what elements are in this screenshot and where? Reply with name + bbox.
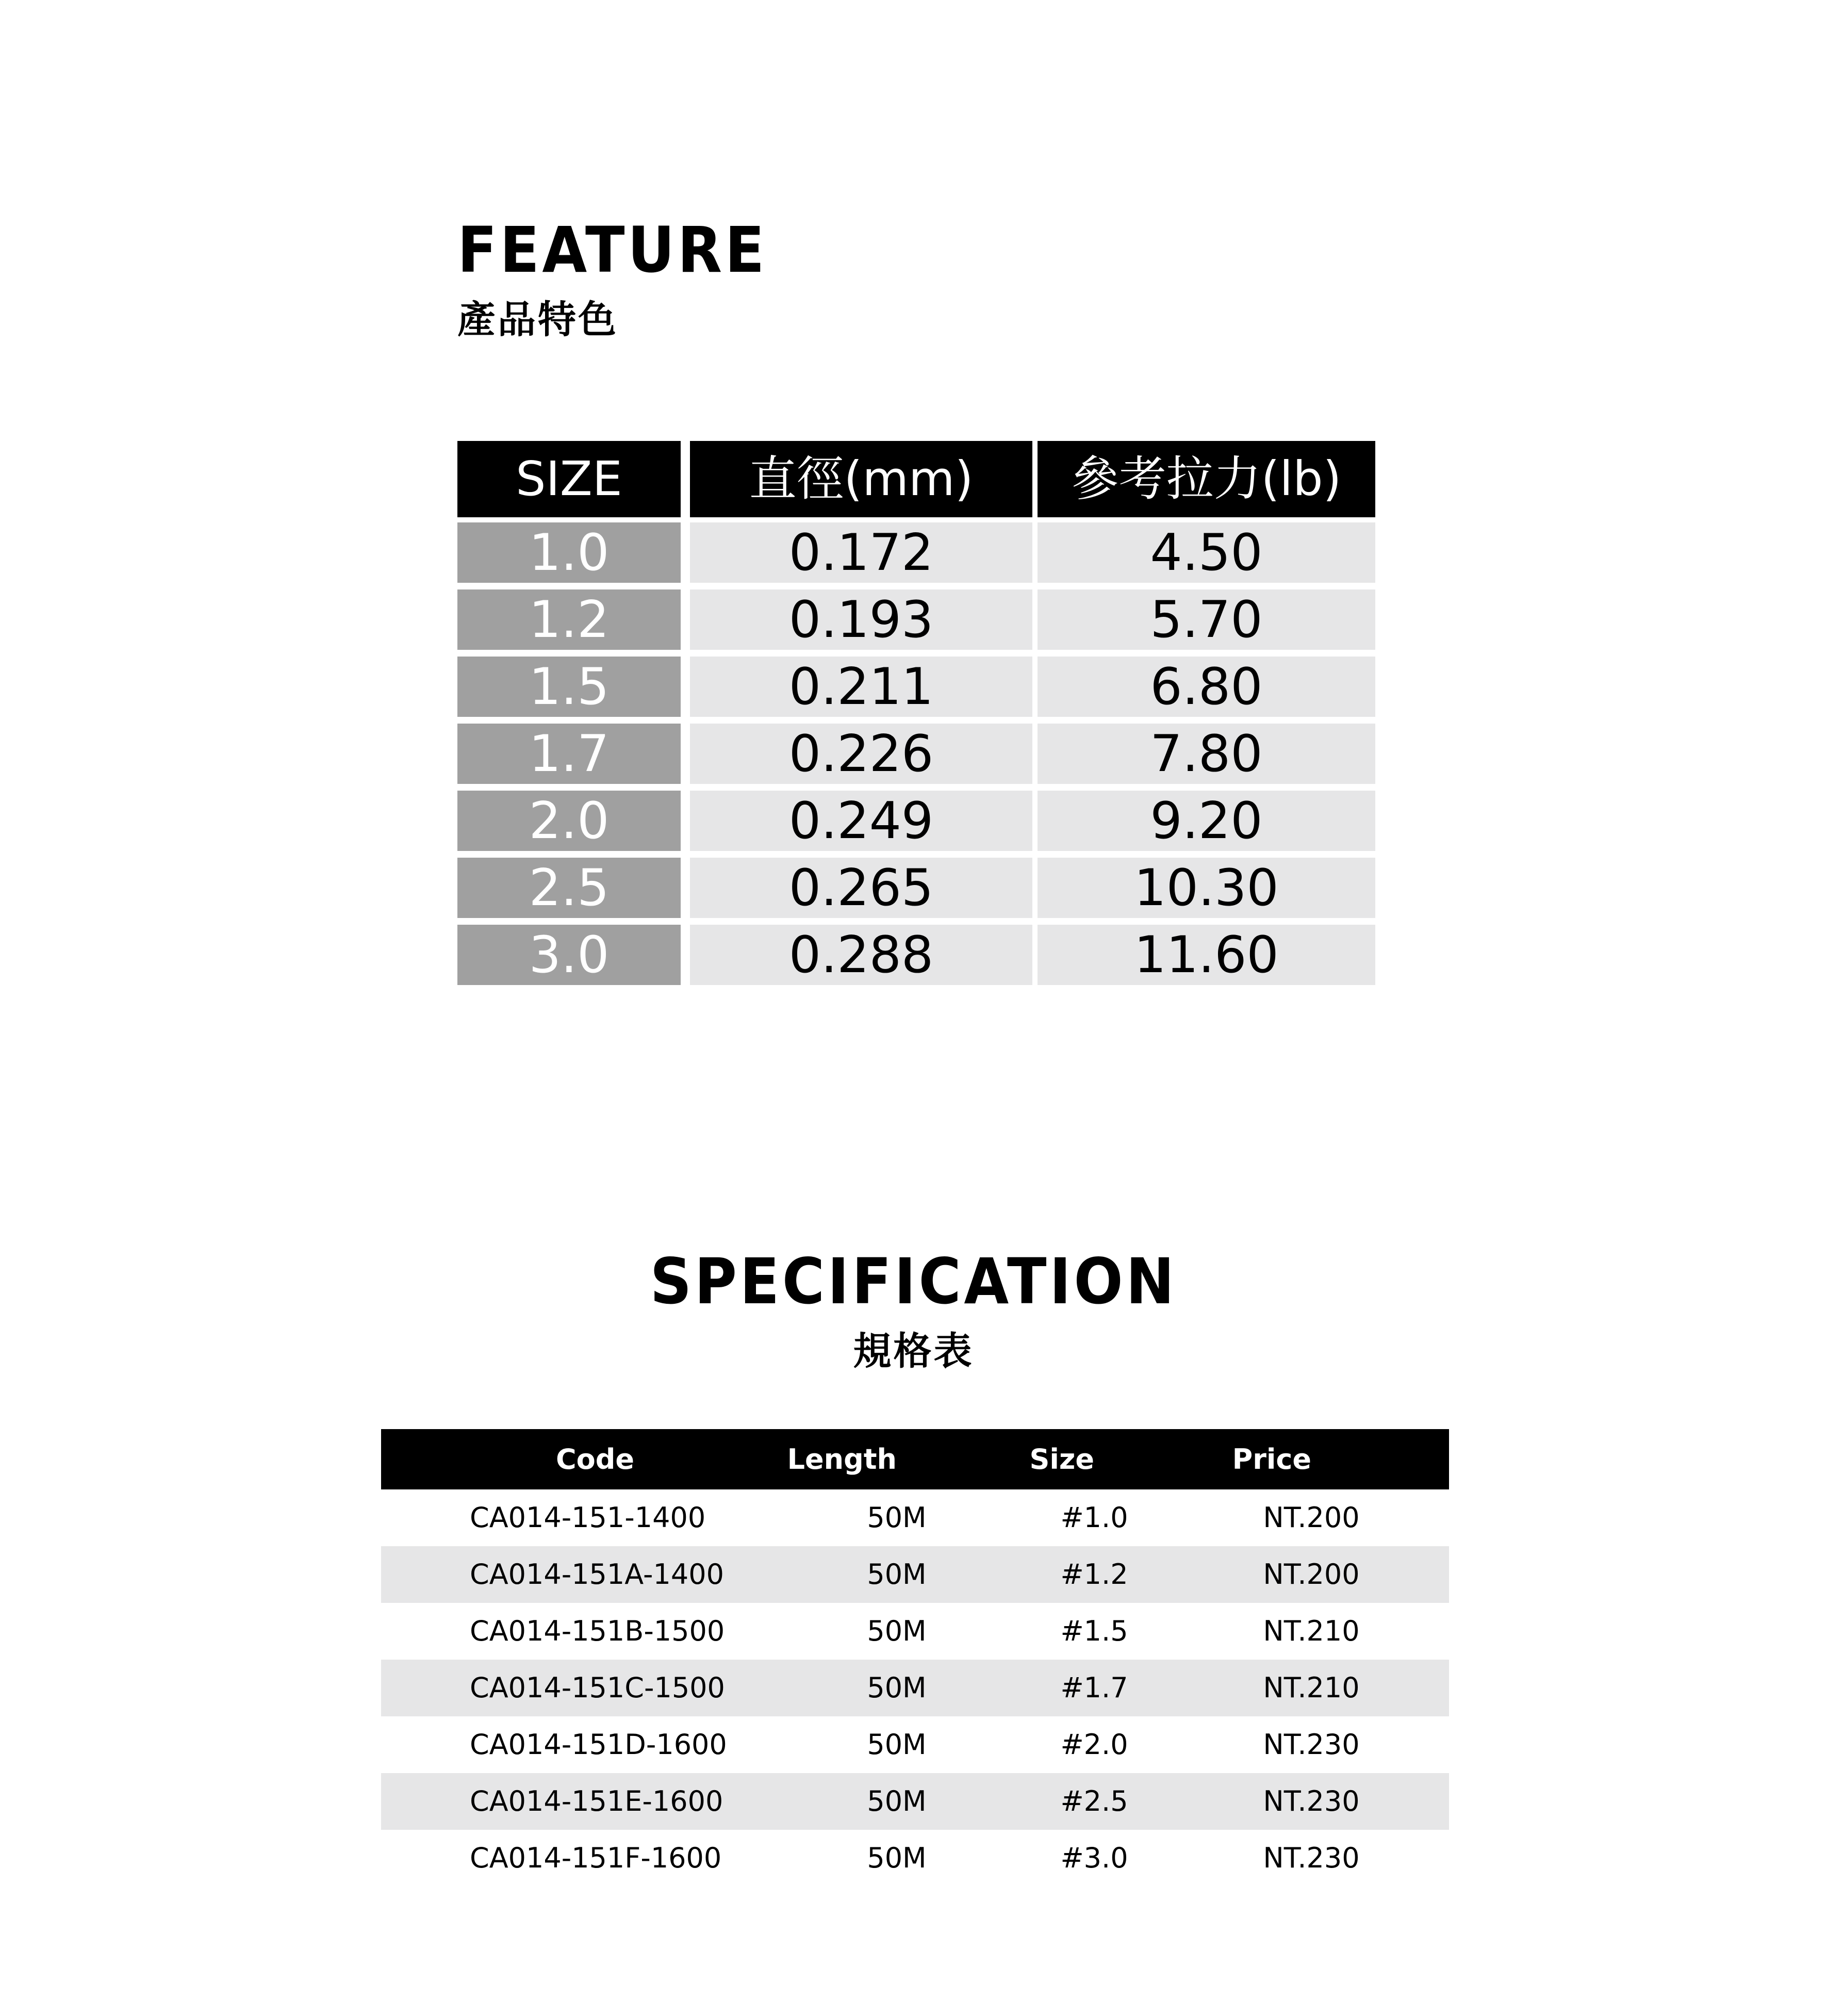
diameter-cell: 0.249: [690, 791, 1032, 851]
strength-cell: 7.80: [1038, 724, 1375, 784]
specification-subtitle: 規格表: [853, 1329, 974, 1373]
header-size: SIZE: [457, 441, 681, 517]
size-cell: 1.7: [457, 724, 681, 784]
code-cell: CA014-151E-1600: [470, 1785, 723, 1817]
strength-cell: 11.60: [1038, 925, 1375, 985]
size-text: #1.2: [1060, 1558, 1128, 1591]
strength-cell: 5.70: [1038, 589, 1375, 650]
diameter-cell: 0.211: [690, 657, 1032, 717]
length-text: 50M: [867, 1671, 927, 1704]
header-size-text: Size: [1029, 1443, 1094, 1476]
price-text: NT.210: [1263, 1615, 1360, 1647]
code-cell: CA014-151F-1600: [470, 1842, 722, 1874]
strength-cell: 9.20: [1038, 791, 1375, 851]
specification-table-header: [381, 1429, 1449, 1489]
length-text: 50M: [867, 1501, 927, 1534]
length-text: 50M: [867, 1558, 927, 1591]
size-cell: 1.0: [457, 522, 681, 583]
strength-cell: 10.30: [1038, 858, 1375, 918]
header-price-text: Price: [1232, 1443, 1312, 1476]
table-row: [381, 1716, 1449, 1773]
diameter-cell: 0.226: [690, 724, 1032, 784]
size-cell: 3.0: [457, 925, 681, 985]
price-text: NT.230: [1263, 1728, 1360, 1761]
header-length-text: Length: [787, 1443, 897, 1476]
length-text: 50M: [867, 1728, 927, 1761]
header-code: Code: [555, 1443, 634, 1476]
size-text: #3.0: [1060, 1842, 1128, 1874]
table-row: [381, 1489, 1449, 1546]
price-text: NT.200: [1263, 1558, 1360, 1591]
code-cell: CA014-151B-1500: [470, 1615, 725, 1647]
length-text: 50M: [867, 1615, 927, 1647]
code-cell: CA014-151C-1500: [470, 1671, 725, 1704]
table-row: [381, 1603, 1449, 1660]
code-cell: CA014-151A-1400: [470, 1558, 724, 1591]
size-text: #1.5: [1060, 1615, 1128, 1647]
length-text: 50M: [867, 1785, 927, 1817]
price-text: NT.230: [1263, 1785, 1360, 1817]
diameter-cell: 0.265: [690, 858, 1032, 918]
size-cell: 1.5: [457, 657, 681, 717]
size-cell: 2.0: [457, 791, 681, 851]
code-cell: CA014-151-1400: [470, 1501, 706, 1534]
diameter-cell: 0.193: [690, 589, 1032, 650]
price-text: NT.200: [1263, 1501, 1360, 1534]
table-row: [381, 1773, 1449, 1830]
specification-title-text: SPECIFICATION: [650, 1245, 1177, 1318]
feature-subtitle: 產品特色: [457, 298, 618, 342]
size-text: #1.0: [1060, 1501, 1128, 1534]
diameter-cell: 0.288: [690, 925, 1032, 985]
length-text: 50M: [867, 1842, 927, 1874]
feature-title: FEATURE: [457, 214, 767, 287]
header-diameter: 直徑(mm): [690, 441, 1032, 517]
header-strength: 參考拉力(lb): [1038, 441, 1375, 517]
size-text: #1.7: [1060, 1671, 1128, 1704]
specification-title: [0, 1243, 1827, 1320]
diameter-cell: 0.172: [690, 522, 1032, 583]
table-row: [381, 1830, 1449, 1887]
size-text: #2.5: [1060, 1785, 1128, 1817]
price-text: NT.230: [1263, 1842, 1360, 1874]
strength-cell: 4.50: [1038, 522, 1375, 583]
table-row: [381, 1546, 1449, 1603]
size-cell: 1.2: [457, 589, 681, 650]
size-cell: 2.5: [457, 858, 681, 918]
price-text: NT.210: [1263, 1671, 1360, 1704]
strength-cell: 6.80: [1038, 657, 1375, 717]
table-row: [381, 1660, 1449, 1716]
size-text: #2.0: [1060, 1728, 1128, 1761]
code-cell: CA014-151D-1600: [470, 1728, 727, 1761]
